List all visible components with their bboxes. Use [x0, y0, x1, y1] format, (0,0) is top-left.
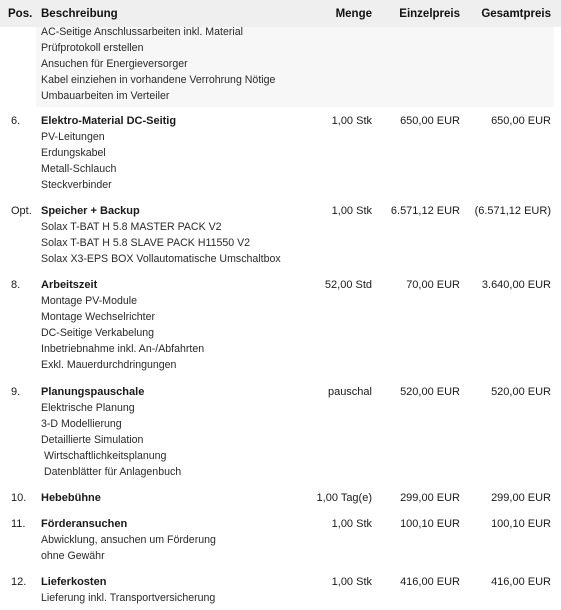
header-einzelpreis: Einzelpreis: [399, 8, 460, 20]
row-gesamtpreis: 299,00 EUR: [491, 492, 551, 504]
row-gesamtpreis: 3.640,00 EUR: [481, 279, 551, 291]
row-gesamtpreis: 520,00 EUR: [491, 386, 551, 398]
row-title: Hebebühne: [41, 492, 101, 504]
description-line: Datenblätter für Anlagenbuch: [41, 466, 182, 478]
row-menge: 1,00 Stk: [331, 115, 372, 127]
description-line: Solax X3-EPS BOX Vollautomatische Umschaltbox: [41, 253, 281, 265]
row-menge: 1,00 Tag(e): [316, 492, 372, 504]
row-gesamtpreis: (6.571,12 EUR): [474, 205, 551, 217]
description-line: Prüfprotokoll erstellen: [41, 42, 144, 54]
table-header: [0, 0, 561, 27]
description-line: Steckverbinder: [41, 179, 112, 191]
description-line: Wirtschaftlichkeitsplanung: [41, 450, 167, 462]
description-line: PV-Leitungen: [41, 131, 105, 143]
header-gesamtpreis: Gesamtpreis: [481, 8, 551, 20]
description-line: Erdungskabel: [41, 147, 106, 159]
row-gesamtpreis: 650,00 EUR: [491, 115, 551, 127]
description-line: Umbauarbeiten im Verteiler: [41, 90, 170, 102]
row-menge: 52,00 Std: [324, 279, 372, 291]
row-title: Planungspauschale: [41, 386, 145, 398]
row-einzelpreis: 6.571,12 EUR: [390, 205, 460, 217]
description-line: Elektrische Planung: [41, 402, 135, 414]
description-line: Montage Wechselrichter: [41, 311, 156, 323]
description-line: Lieferung inkl. Transportversicherung: [41, 592, 216, 604]
row-pos: 9.: [11, 386, 21, 398]
row-menge: 1,00 Stk: [331, 576, 372, 588]
row-title: Lieferkosten: [41, 576, 107, 588]
description-line: Exkl. Mauerdurchdringungen: [41, 359, 177, 371]
row-menge: 1,00 Stk: [331, 518, 372, 530]
row-pos: 10.: [11, 492, 27, 504]
row-pos: 12.: [11, 576, 27, 588]
row-title: Speicher + Backup: [41, 205, 140, 217]
row-einzelpreis: 100,10 EUR: [400, 518, 460, 530]
header-beschreibung: Beschreibung: [41, 8, 118, 20]
row-pos: 6.: [11, 115, 21, 127]
description-line: Abwicklung, ansuchen um Förderung: [41, 534, 216, 546]
description-line: Detaillierte Simulation: [41, 434, 144, 446]
description-line: DC-Seitige Verkabelung: [41, 327, 155, 339]
row-einzelpreis: 299,00 EUR: [400, 492, 460, 504]
description-line: Ansuchen für Energieversorger: [41, 58, 188, 70]
row-title: Arbeitszeit: [41, 279, 98, 291]
description-line: Inbetriebnahme inkl. An-/Abfahrten: [41, 343, 205, 355]
row-pos: 8.: [11, 279, 21, 291]
row-einzelpreis: 650,00 EUR: [400, 115, 460, 127]
row-pos: 11.: [11, 518, 26, 530]
description-line: ohne Gewähr: [41, 550, 105, 562]
row-menge: pauschal: [327, 386, 372, 398]
description-line: Metall-Schlauch: [41, 163, 117, 175]
row-title: Elektro-Material DC-Seitig: [41, 115, 177, 127]
description-line: 3-D Modellierung: [41, 418, 122, 430]
row-einzelpreis: 520,00 EUR: [400, 386, 460, 398]
header-menge: Menge: [335, 8, 372, 20]
description-line: Montage PV-Module: [41, 295, 137, 307]
row-pos: Opt.: [11, 205, 32, 217]
description-line: AC-Seitige Anschlussarbeiten inkl. Material: [41, 26, 243, 38]
row-gesamtpreis: 100,10 EUR: [491, 518, 551, 530]
description-line: Kabel einziehen in vorhandene Verrohrung Nötige: [41, 74, 276, 86]
row-title: Förderansuchen: [41, 518, 128, 530]
description-line: Solax T-BAT H 5.8 MASTER PACK V2: [41, 221, 222, 233]
row-einzelpreis: 70,00 EUR: [406, 279, 460, 291]
description-line: Solax T-BAT H 5.8 SLAVE PACK H11550 V2: [41, 237, 251, 249]
row-menge: 1,00 Stk: [331, 205, 372, 217]
row-gesamtpreis: 416,00 EUR: [491, 576, 551, 588]
header-pos: Pos.: [8, 8, 33, 20]
row-einzelpreis: 416,00 EUR: [400, 576, 460, 588]
